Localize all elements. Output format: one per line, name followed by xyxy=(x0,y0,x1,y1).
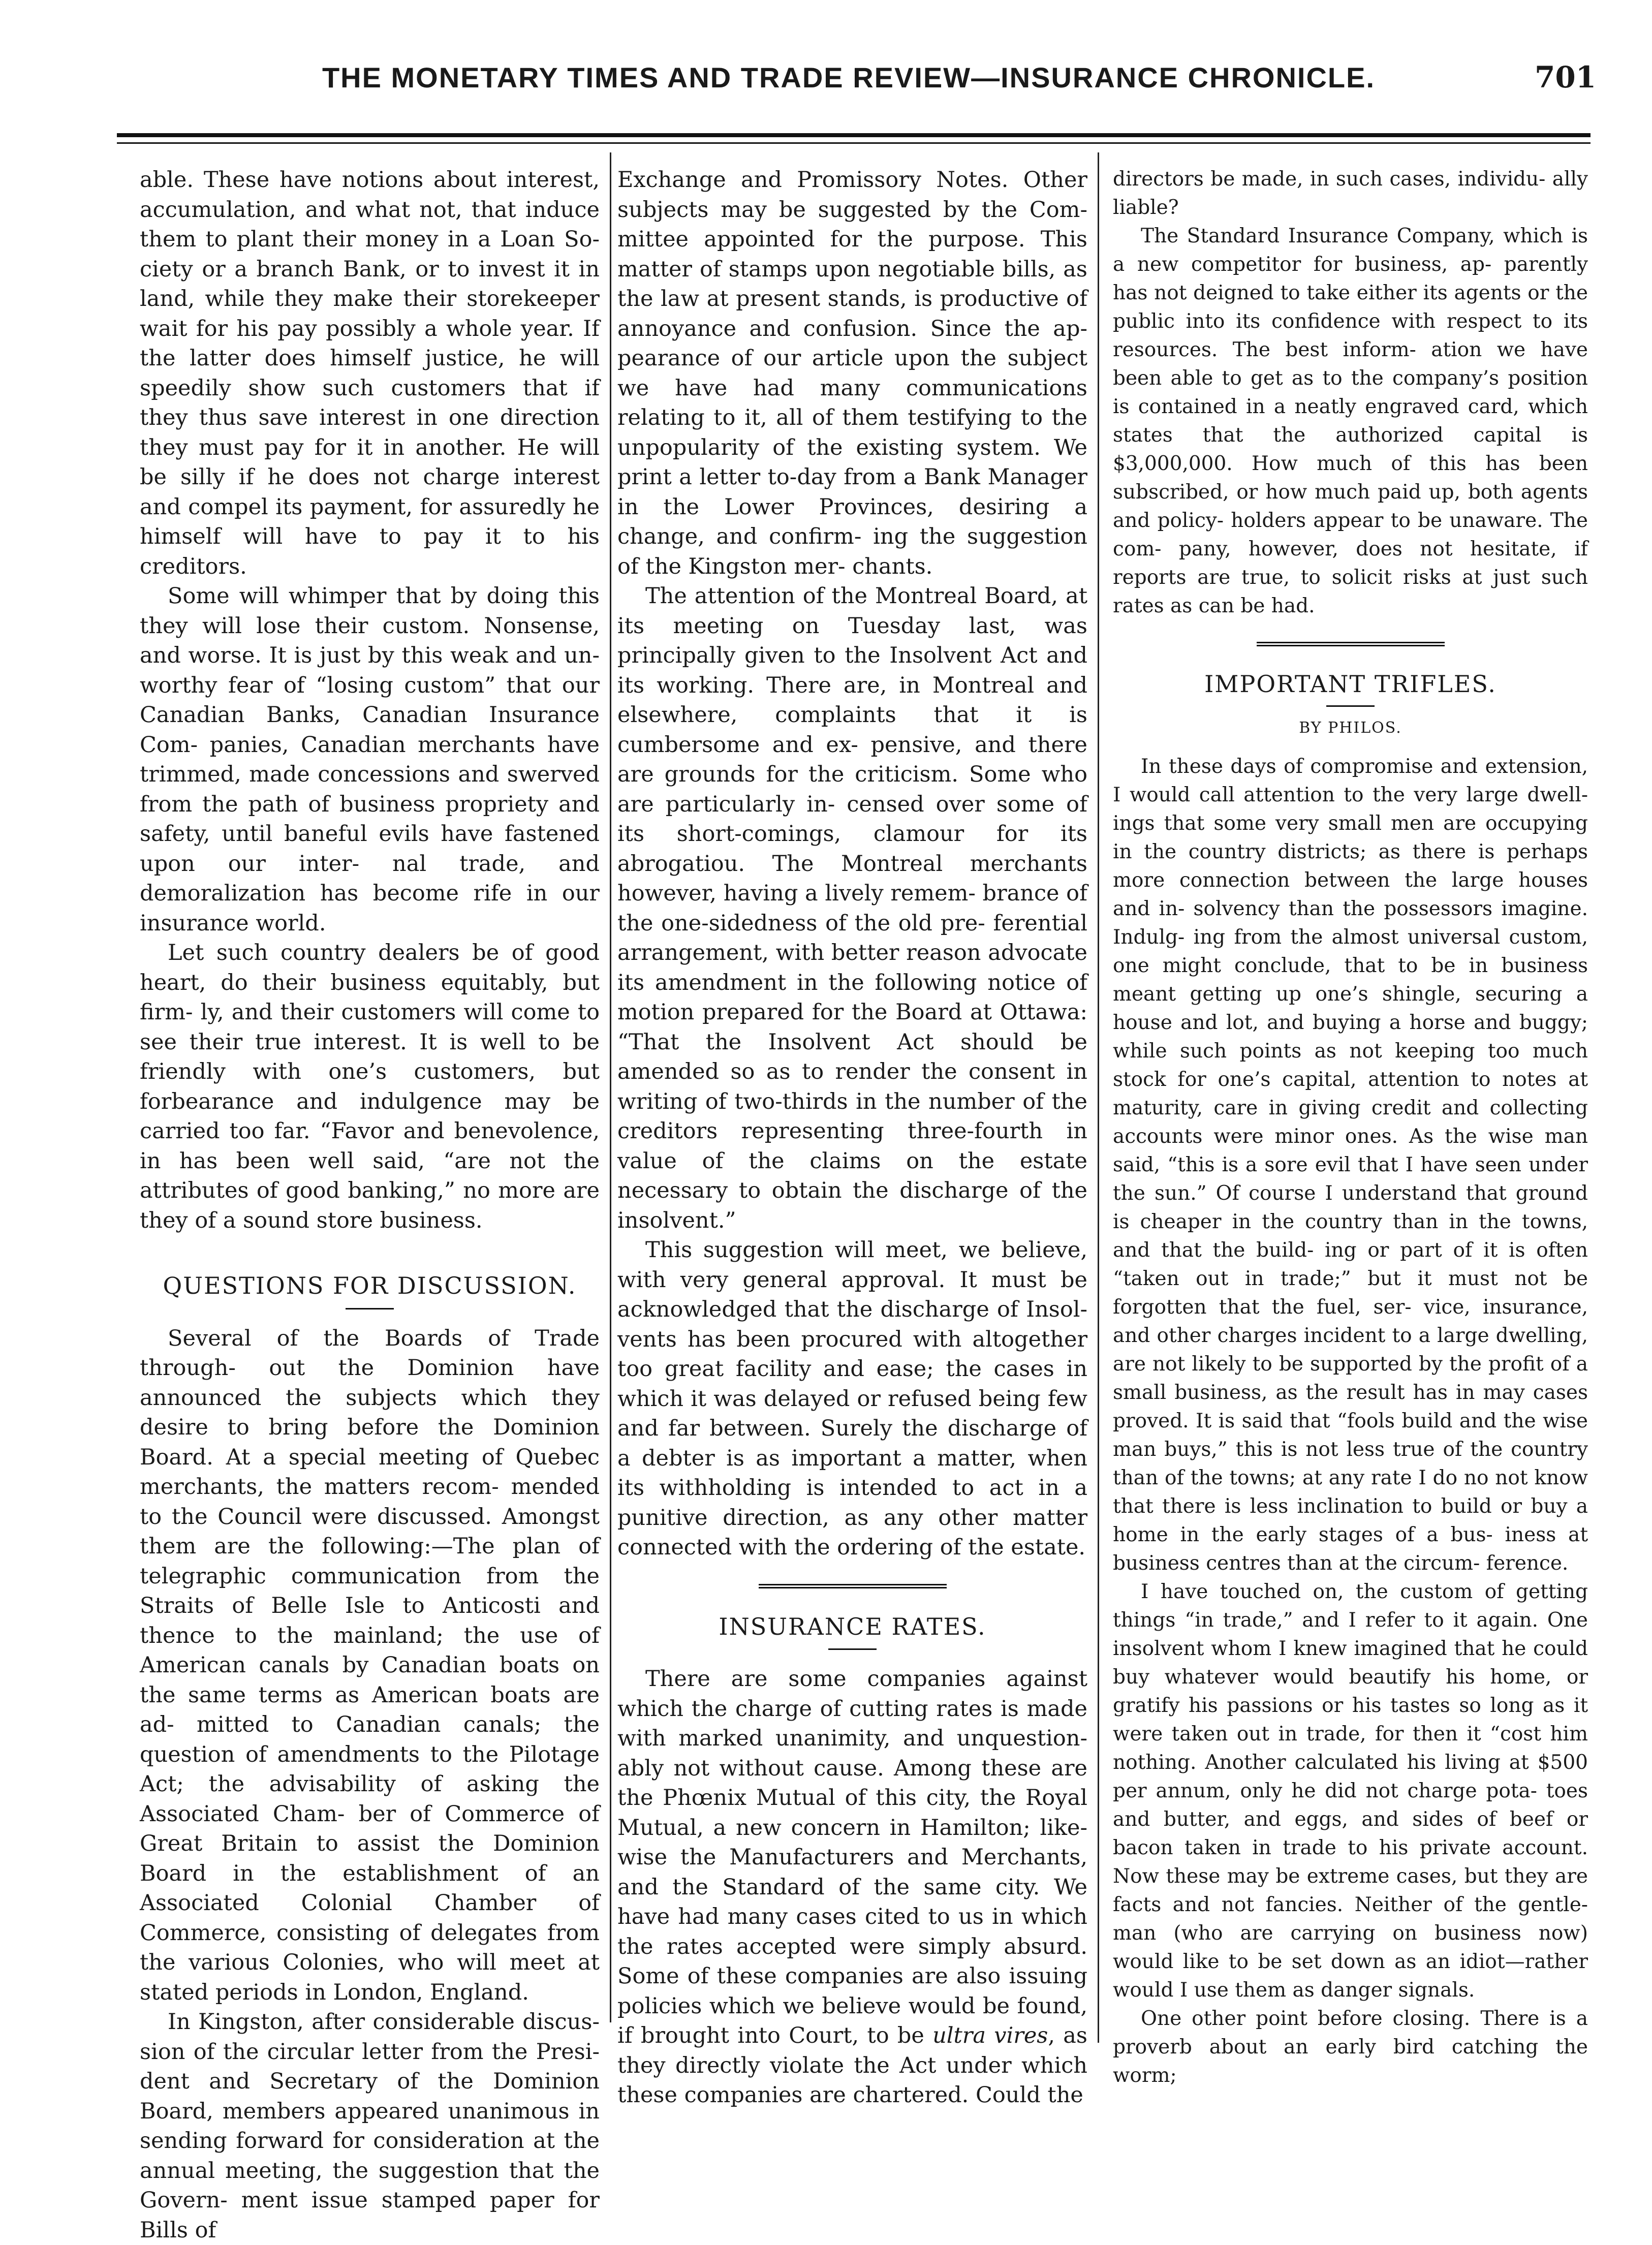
column-2 xyxy=(617,165,1087,2110)
text-run: There are some companies against which the charge of cutting rates is made with marked unanimity, and unquestion- ably not without cause. Among these are the Phœnix Mutual of this city, the Royal Mutual, a new concern in Hamilton; like- wise the Manufacturers and Merchants, and the Standard of the same city. We have had many cases cited to us in which the rates accepted were simply absurd. Some of these companies are also issuing policies which we believe would be found, if brought into Court, to be xyxy=(617,1666,1087,2048)
heading-rule xyxy=(828,1648,877,1650)
paragraph xyxy=(617,1664,1087,2110)
header-rule-thin xyxy=(117,142,1591,144)
italic-term: ultra vires xyxy=(932,2023,1048,2048)
column-3 xyxy=(1113,165,1588,2090)
paragraph: In Kingston, after considerable discus- sion of the circular letter from the Presi- dent and Secretary of the Dominion Board, members appeared unanimous in sending forward for consideration at the annual meeting, the suggestion that the Govern- ment issue stamped paper for Bills of xyxy=(140,2009,600,2243)
column-divider-2 xyxy=(1098,152,1099,2043)
column-1 xyxy=(140,165,600,2245)
paragraph: In these days of compromise and extension, I would call attention to the very large dwell- ings that some very small men are occupying in the country districts; as there is perhaps more connection between the large houses and in- solvency than the possessors imagine. Indulg- ing from the almost universal custom, one might conclude, that to be in business meant getting up one’s shingle, securing a house and lot, and buying a horse and buggy; while such points as not keeping too much stock for one’s capital, attention to notes at maturity, care in giving credit and collecting accounts were minor ones. As the wise man said, “this is a sore evil that I have seen under the sun.” Of course I understand that ground is cheaper in the country than in the towns, and that the build- ing or part of it is often “taken out in trade;” but it must not be forgotten that the fuel, ser- vice, insurance, and other charges incident to a large dwelling, are not likely to be supported by the profit of a small business, as the result has in may cases proved. It is said that “fools build and the wise man buys,” this is not less true of the country than of the towns; at any rate I do no not know that there is less inclination to build or buy a home in the early stages of a bus- iness at business centres than at the circum- ference. xyxy=(1113,755,1588,1575)
text-run: , as they directly violate the Act under which these companies are chartered. Could the xyxy=(617,2023,1087,2108)
page-title: THE MONETARY TIMES AND TRADE REVIEW—INSURANCE CHRONICLE. xyxy=(322,61,1376,93)
section-heading-questions: QUESTIONS FOR DISCUSSION. xyxy=(163,1272,577,1299)
paragraph: I have touched on, the custom of getting things “in trade,” and I refer to it again. One insolvent whom I knew imagined that he could buy whatever would beautify his home, or gratify his passions or his tastes so long as it were taken out in trade, for then it “cost him nothing. Another calculated his living at $500 per annum, only he did not charge pota- toes and butter, and eggs, and sides of beef or bacon taken in trade to his private account. Now these may be extreme cases, but they are facts and not fancies. Neither of the gentle- man (who are carrying on business now) would like to be set down as an idiot—rather would I use them as danger signals. xyxy=(1113,1580,1588,2002)
heading-rule xyxy=(346,1308,394,1309)
column-divider-1 xyxy=(610,152,611,2022)
paragraph: Some will whimper that by doing this they will lose their custom. Nonsense, and worse. It is just by this weak and un- worthy fear of “losing custom” that our Canadian Banks, Canadian Insurance Com- panies, Canadian merchants have trimmed, made concessions and swerved from the path of business propriety and safety, until baneful evils have fastened upon our inter- nal trade, and demoralization has become rife in our insurance world. xyxy=(140,583,600,936)
paragraph: Exchange and Promissory Notes. Other subjects may be suggested by the Com- mittee appointed for the purpose. This matter of stamps upon negotiable bills, as the law at present stands, is productive of annoyance and confusion. Since the ap- pearance of our article upon the subject we have had many communications relating to it, all of them testifying to the unpopularity of the existing system. We print a letter to-day from a Bank Manager in the Lower Provinces, desiring a change, and confirm- ing the suggestion of the Kingston mer- chants. xyxy=(617,167,1087,579)
section-separator xyxy=(1257,642,1445,649)
section-separator xyxy=(759,1584,947,1592)
paragraph: directors be made, in such cases, individu- ally liable? xyxy=(1113,168,1588,219)
paragraph: This suggestion will meet, we believe, with very general approval. It must be acknowledged that the discharge of Insol- vents has been procured with altogether too great facility and ease; the cases in which it was delayed or refused being few and far between. Surely the discharge of a debter is as important a matter, when its withholding is intended to act in a punitive direction, as any other matter connected with the ordering of the estate. xyxy=(617,1237,1087,1560)
byline: BY PHILOS. xyxy=(1299,719,1402,737)
header-rule-thick xyxy=(117,133,1591,137)
section-heading-insurance-rates: INSURANCE RATES. xyxy=(719,1612,986,1640)
paragraph: The attention of the Montreal Board, at its meeting on Tuesday last, was principally given to the Insolvent Act and its working. There are, in Montreal and elsewhere, complaints that it is cumbersome and ex- pensive, and there are grounds for the criticism. Some who are particularly in- censed over some of its short-comings, clamour for its abrogatiou. The Montreal merchants however, having a lively remem- brance of the one-sidedness of the old pre- ferential arrangement, with better reason advocate its amendment in the following notice of motion prepared for the Board at Ottawa: “That the Insolvent Act should be amended so as to render the consent in writing of two-thirds in the number of the creditors representing three-fourth in value of the claims on the estate necessary to obtain the discharge of the insolvent.” xyxy=(617,583,1087,1233)
page-number: 701 xyxy=(1535,60,1597,95)
heading-rule xyxy=(1326,705,1375,707)
section-heading-important-trifles: IMPORTANT TRIFLES. xyxy=(1204,670,1497,698)
paragraph: The Standard Insurance Company, which is a new competitor for business, ap- parently has not deigned to take either its agents or the public into its confidence with respect to its resources. The best inform- ation we have been able to get as to the company’s position is contained in a neatly engraved card, which states that the authorized capital is $3,000,000. How much of this has been subscribed, or how much paid up, both agents and policy- holders appear to be unaware. The com- pany, however, does not hesitate, if reports are true, to solicit risks at just such rates as can be had. xyxy=(1113,225,1588,617)
paragraph: Let such country dealers be of good heart, do their business equitably, but firm- ly, and their customers will come to see their true interest. It is well to be friendly with one’s customers, but forbearance and indulgence may be carried too far. “Favor and benevolence, in has been well said, “are not the attributes of good banking,” no more are they of a sound store business. xyxy=(140,940,600,1233)
paragraph: Several of the Boards of Trade through- out the Dominion have announced the subjects which they desire to bring before the Dominion Board. At a special meeting of Quebec merchants, the matters recom- mended to the Council were discussed. Amongst them are the following:—The plan of telegraphic communication from the Straits of Belle Isle to Anticosti and thence to the mainland; the use of American canals by Canadian boats on the same terms as American boats are ad- mitted to Canadian canals; the question of amendments to the Pilotage Act; the advisability of asking the Associated Cham- ber of Commerce of Great Britain to assist the Dominion Board in the establishment of an Associated Colonial Chamber of Commerce, consisting of delegates from the various Colonies, who will meet at stated periods in London, England. xyxy=(140,1325,600,2005)
paragraph: able. These have notions about interest, accumulation, and what not, that induce them to plant their money in a Loan So- ciety or a branch Bank, or to invest it in land, while they make their storekeeper wait for his pay possibly a whole year. If the latter does himself justice, he will speedily show such customers that if they thus save interest in one direction they must pay for it in another. He will be silly if he does not charge interest and compel its payment, for assuredly he himself will have to pay it to his creditors. xyxy=(140,167,600,579)
paragraph: One other point before closing. There is a proverb about an early bird catching the worm; xyxy=(1113,2007,1588,2087)
